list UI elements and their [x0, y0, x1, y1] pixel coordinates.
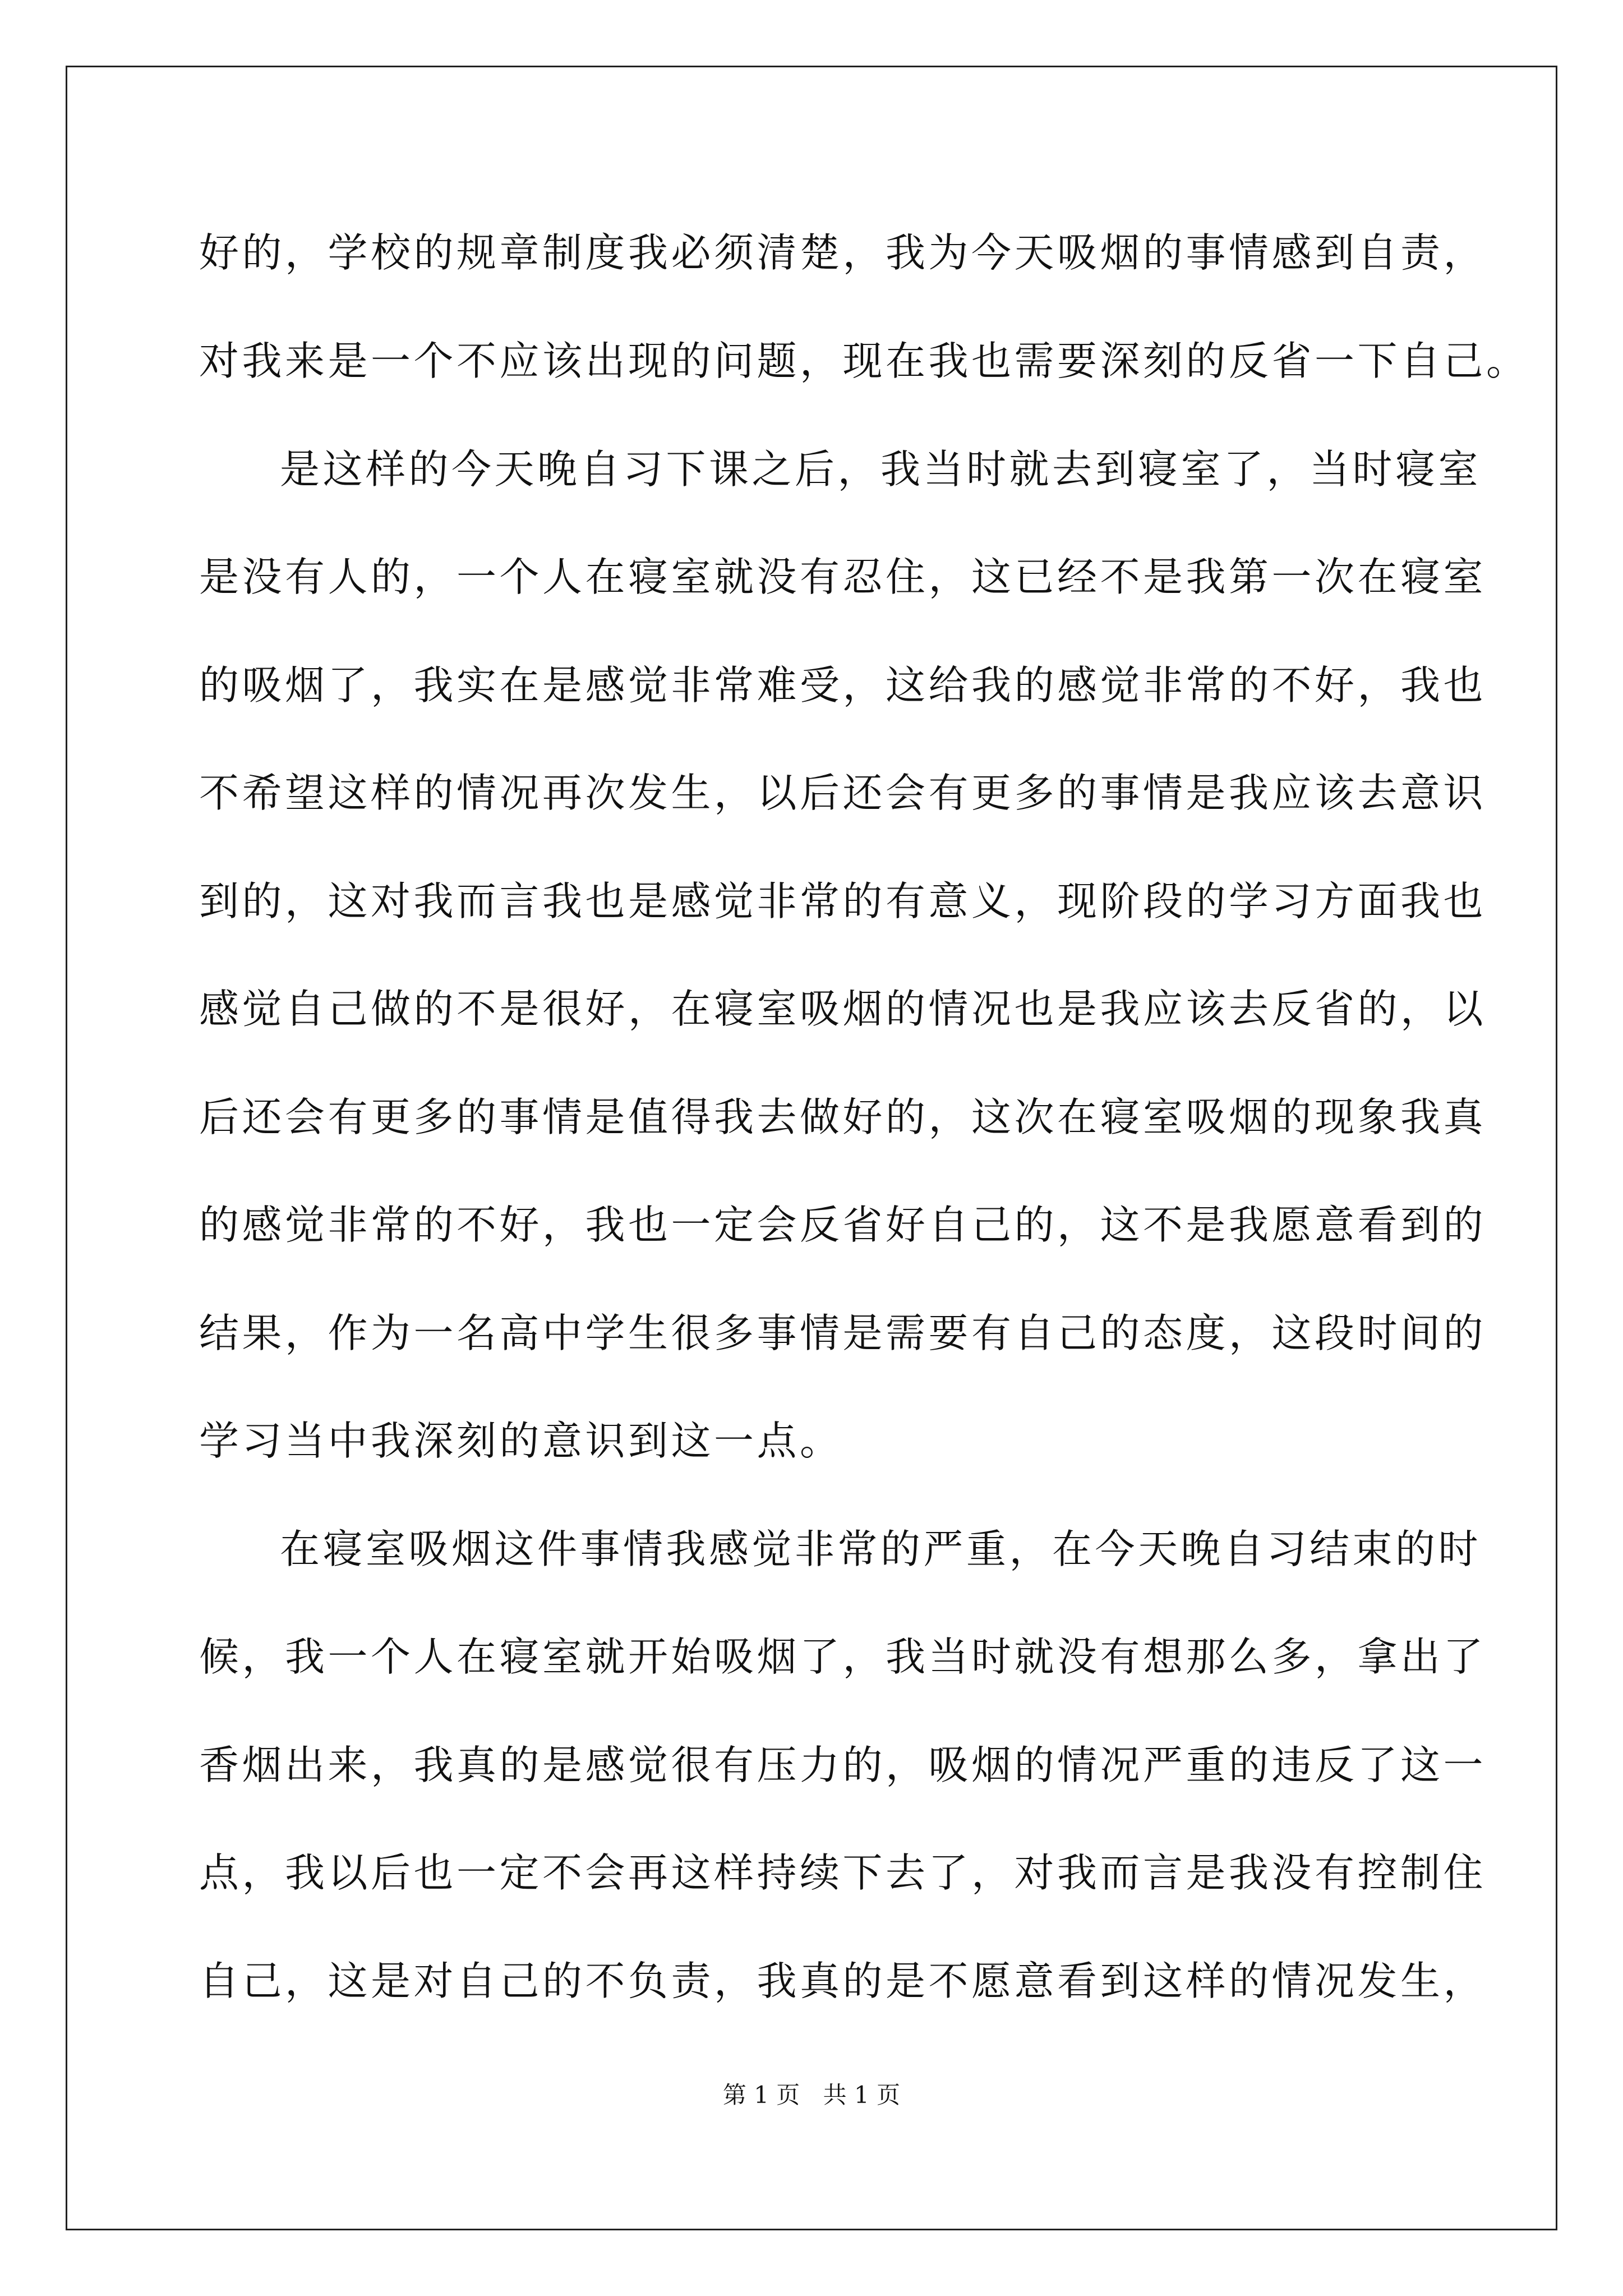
text-line: 香烟出来，我真的是感觉很有压力的，吸烟的情况严重的违反了这一	[199, 1742, 1487, 1788]
text-line: 不希望这样的情况再次发生，以后还会有更多的事情是我应该去意识	[199, 770, 1487, 816]
text-line: 是没有人的，一个人在寝室就没有忍住，这已经不是我第一次在寝室	[199, 554, 1487, 600]
paragraph-start-line: 是这样的今天晚自习下课之后，我当时就去到寝室了，当时寝室	[280, 446, 1482, 493]
page-border	[66, 66, 1557, 2230]
text-line: 后还会有更多的事情是值得我去做好的，这次在寝室吸烟的现象我真	[199, 1094, 1487, 1140]
page-total: 共 1 页	[823, 2081, 901, 2109]
text-line: 对我来是一个不应该出现的问题，现在我也需要深刻的反省一下自己。	[199, 338, 1529, 384]
text-line: 的感觉非常的不好，我也一定会反省好自己的，这不是我愿意看到的	[199, 1202, 1487, 1248]
text-line: 好的，学校的规章制度我必须清楚，我为今天吸烟的事情感到自责，	[199, 229, 1487, 276]
text-line: 候，我一个人在寝室就开始吸烟了，我当时就没有想那么多，拿出了	[199, 1634, 1487, 1680]
text-line: 感觉自己做的不是很好，在寝室吸烟的情况也是我应该去反省的，以	[199, 986, 1487, 1032]
page-footer	[0, 2083, 1623, 2107]
text-line: 的吸烟了，我实在是感觉非常难受，这给我的感觉非常的不好，我也	[199, 662, 1487, 708]
text-line: 自己，这是对自己的不负责，我真的是不愿意看到这样的情况发生，	[199, 1958, 1487, 2004]
text-line: 到的，这对我而言我也是感觉非常的有意义，现阶段的学习方面我也	[199, 878, 1487, 924]
paragraph-start-line: 在寝室吸烟这件事情我感觉非常的严重，在今天晚自习结束的时	[280, 1526, 1482, 1572]
text-line: 结果，作为一名高中学生很多事情是需要有自己的态度，这段时间的	[199, 1310, 1487, 1356]
page-number: 第 1 页	[722, 2081, 800, 2109]
text-line: 学习当中我深刻的意识到这一点。	[199, 1418, 843, 1464]
text-line: 点，我以后也一定不会再这样持续下去了，对我而言是我没有控制住	[199, 1849, 1487, 1896]
